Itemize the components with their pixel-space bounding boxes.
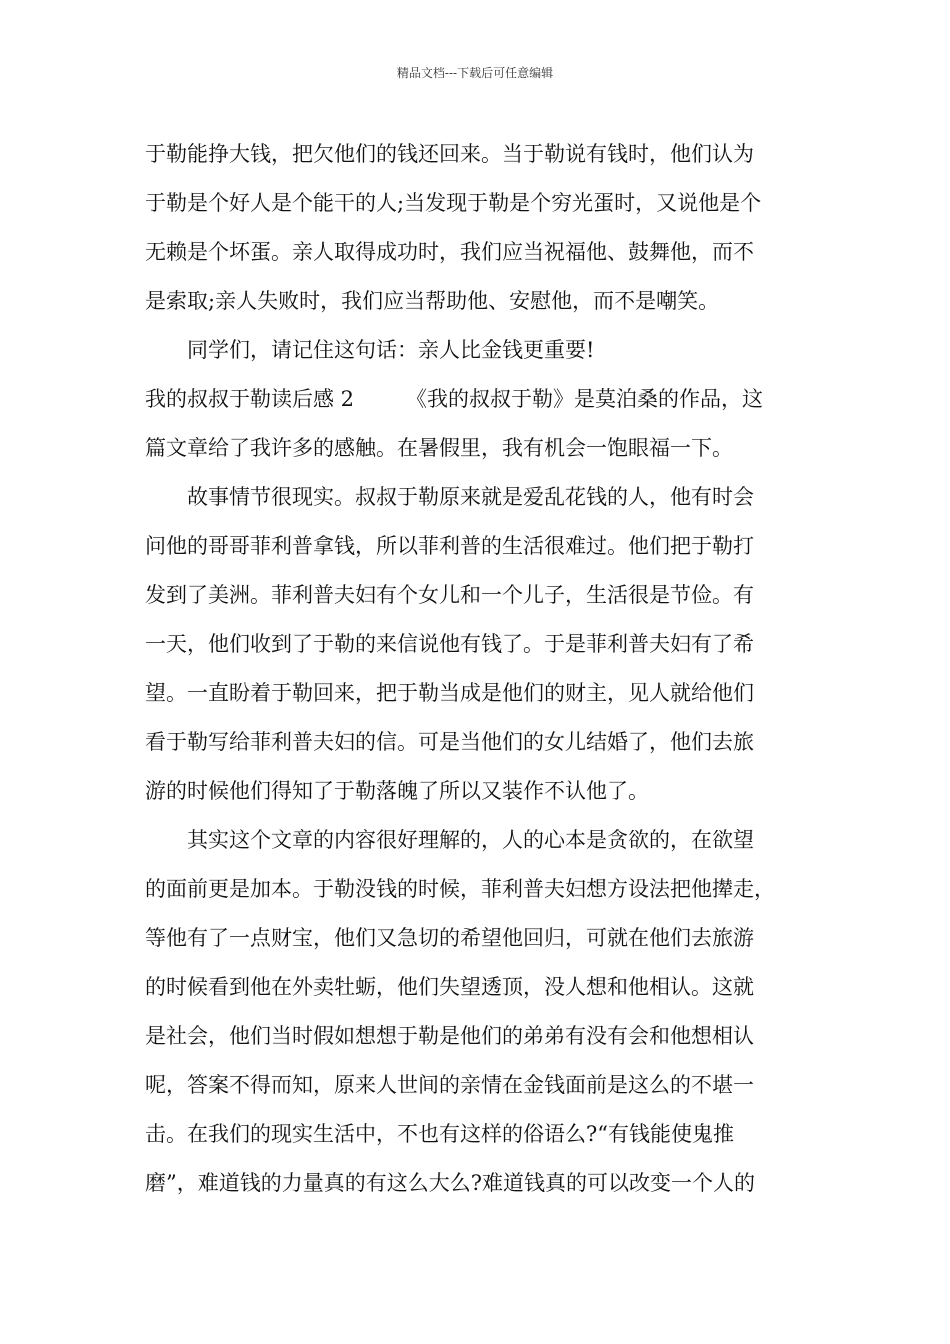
text-line: 同学们，请记住这句话：亲人比金钱更重要! [187, 338, 595, 362]
text-line: 一天，他们收到了于勒的来信说他有钱了。于是菲利普夫妇有了希 [145, 632, 754, 656]
text-line: 篇文章给了我许多的感触。在暑假里，我有机会一饱眼福一下。 [145, 436, 733, 460]
document-body [145, 130, 815, 1208]
paragraph-2 [145, 326, 815, 375]
text-line: 的面前更是加本。于勒没钱的时候，菲利普夫妇想方设法把他撵走， [145, 877, 775, 901]
text-line: 是索取;亲人失败时，我们应当帮助他、安慰他，而不是嘲笑。 [145, 289, 720, 313]
text-line: 于勒是个好人是个能干的人;当发现于勒是个穷光蛋时，又说他是个 [145, 191, 762, 215]
text-segment: 《我的叔叔于勒》是莫泊桑的作品，这 [406, 387, 764, 411]
text-line: 等他有了一点财宝，他们又急切的希望他回归，可就在他们去旅游 [145, 926, 754, 950]
paragraph-5 [145, 816, 815, 1208]
text-line: 故事情节很现实。叔叔于勒原来就是爱乱花钱的人，他有时会 [187, 485, 754, 509]
text-line: 的时候看到他在外卖牡蛎，他们失望透顶，没人想和他相认。这就 [145, 975, 754, 999]
text-line: 看于勒写给菲利普夫妇的信。可是当他们的女儿结婚了，他们去旅 [145, 730, 754, 754]
text-line: 击。在我们的现实生活中，不也有这样的俗语么?“有钱能使鬼推 [145, 1122, 734, 1146]
text-line: 无赖是个坏蛋。亲人取得成功时，我们应当祝福他、鼓舞他，而不 [145, 240, 754, 264]
text-line: 其实这个文章的内容很好理解的，人的心本是贪欲的，在欲望 [187, 828, 754, 852]
section-title: 我的叔叔于勒读后感 2 [145, 387, 355, 411]
text-line: 望。一直盼着于勒回来，把于勒当成是他们的财主，见人就给他们 [145, 681, 754, 705]
text-line: 发到了美洲。菲利普夫妇有个女儿和一个儿子，生活很是节俭。有 [145, 583, 754, 607]
text-line: 于勒能挣大钱，把欠他们的钱还回来。当于勒说有钱时，他们认为 [145, 142, 754, 166]
paragraph-1 [145, 130, 815, 326]
text-line: 磨”，难道钱的力量真的有这么大么?难道钱真的可以改变一个人的 [145, 1171, 755, 1195]
section-title-line [145, 375, 815, 424]
text-line: 是社会，他们当时假如想想于勒是他们的弟弟有没有会和他想相认 [145, 1024, 754, 1048]
page-header: 精品文档---下载后可任意编辑 [396, 66, 554, 80]
text-line: 游的时候他们得知了于勒落魄了所以又装作不认他了。 [145, 779, 649, 803]
text-line: 问他的哥哥菲利普拿钱，所以菲利普的生活很难过。他们把于勒打 [145, 534, 754, 558]
paragraph-4 [145, 473, 815, 816]
paragraph-3 [145, 375, 815, 473]
text-line: 呢，答案不得而知，原来人世间的亲情在金钱面前是这么的不堪一 [145, 1073, 754, 1097]
